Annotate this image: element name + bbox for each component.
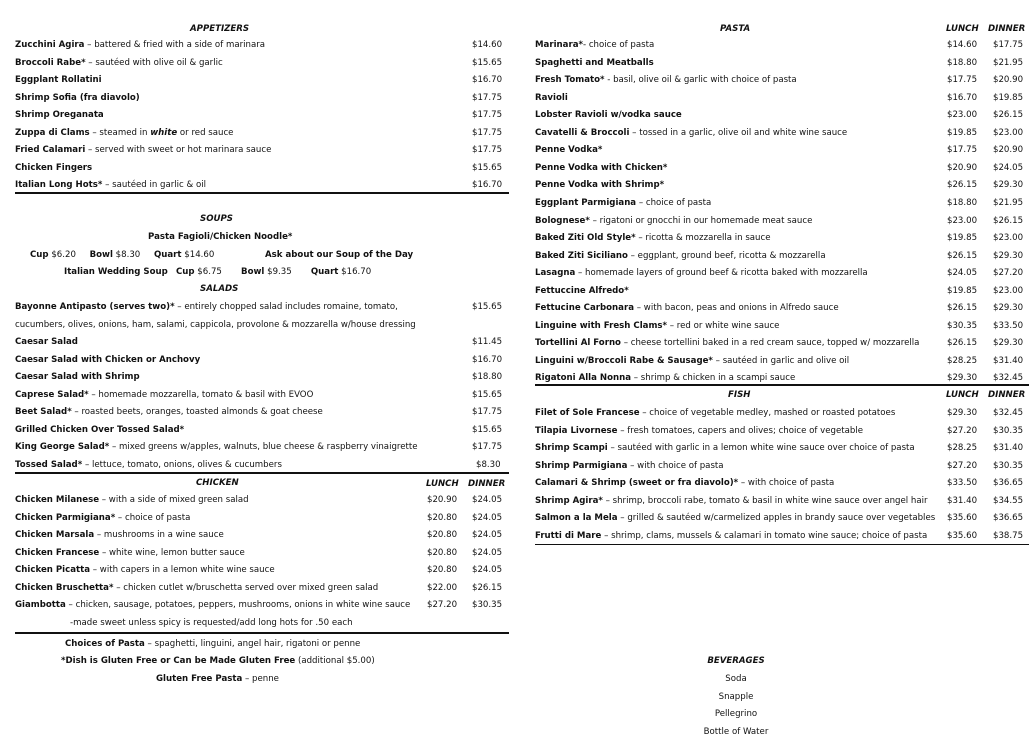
- lunch-price: $26.15: [947, 338, 978, 349]
- menu-item-name: [535, 407, 895, 419]
- chicken-note: -made sweet unless spicy is requested/add long hots for .50 each: [70, 618, 353, 628]
- menu-item-name: [535, 144, 602, 156]
- soup-sizes: Cup $6.20 Bowl $8.30 Quart $14.60: [30, 250, 215, 260]
- item-description: – grilled & sautéed w/carmelized apples in brandy sauce over vegetables: [617, 513, 936, 523]
- lunch-price: $20.90: [427, 495, 458, 505]
- item-name: Tilapia Livornese: [535, 425, 618, 436]
- menu-item-name: [535, 302, 839, 314]
- menu-item-name: [15, 564, 275, 576]
- dinner-price: $23.00: [993, 233, 1024, 244]
- menu-item-name: [15, 512, 190, 524]
- lunch-price: $20.80: [427, 512, 458, 523]
- chicken-heading: CHICKEN: [196, 478, 239, 488]
- item-description: – with bacon, peas and onions in Alfredo sauce: [634, 303, 839, 314]
- lunch-price: $19.85: [947, 127, 978, 138]
- menu-item-name: [15, 127, 233, 139]
- menu-item-name: [535, 109, 682, 121]
- item-description: – shrimp & chicken in a scampi sauce: [631, 373, 796, 384]
- menu-item-name: [15, 582, 378, 594]
- dinner-price: $36.65: [993, 513, 1024, 523]
- dinner-label: DINNER: [468, 479, 506, 489]
- item-price: $16.70: [472, 180, 503, 190]
- item-description: – ricotta & mozzarella in sauce: [635, 233, 771, 244]
- lunch-price: $14.60: [947, 40, 978, 50]
- item-description: – tossed in a garlic, olive oil and white wine sauce: [629, 127, 848, 138]
- menu-item-name: [535, 250, 826, 262]
- item-name: Shrimp Agira*: [535, 495, 603, 506]
- lunch-price: $19.85: [947, 285, 978, 296]
- dinner-price: $30.35: [993, 425, 1024, 436]
- item-description: – battered & fried with a side of marinara: [84, 40, 266, 50]
- item-name: Giambotta: [15, 600, 66, 610]
- item-name: Spaghetti and Meatballs: [535, 57, 654, 68]
- item-name: Chicken Bruschetta*: [15, 582, 114, 593]
- lunch-price: $22.00: [427, 582, 458, 593]
- section-divider: [15, 192, 509, 194]
- lunch-price: $23.00: [947, 215, 978, 226]
- item-description: – mushrooms in a wine sauce: [94, 530, 224, 540]
- lunch-price: $33.50: [947, 478, 978, 488]
- item-name: Ravioli: [535, 92, 568, 103]
- item-name: Chicken Francese: [15, 547, 100, 558]
- item-description: – with a side of mixed green salad: [99, 495, 249, 505]
- dinner-price: $30.35: [993, 460, 1024, 471]
- item-description: – served with sweet or hot marinara sauce: [85, 145, 272, 155]
- dinner-label: DINNER: [988, 390, 1026, 400]
- lunch-label: LUNCH: [946, 390, 979, 400]
- soup-name: Pasta Fagioli/Chicken Noodle*: [148, 232, 293, 242]
- item-description: – with capers in a lemon white wine sauce: [90, 565, 275, 575]
- item-description: – lettuce, tomato, onions, olives & cucumbers: [82, 459, 282, 470]
- item-description: - choice of pasta: [582, 40, 655, 50]
- item-name: Salmon a la Mela: [535, 513, 618, 523]
- dinner-price: $24.05: [472, 547, 503, 558]
- item-name: Eggplant Rollatini: [15, 75, 102, 85]
- menu-item-name: [535, 495, 928, 507]
- menu-item-name: [535, 267, 868, 279]
- appetizers-heading: APPETIZERS: [190, 24, 250, 34]
- item-price: $17.75: [472, 110, 503, 120]
- item-name: Linguini w/Broccoli Rabe & Sausage*: [535, 355, 713, 366]
- menu-item-name: [15, 109, 104, 121]
- lunch-price: $18.80: [947, 197, 978, 208]
- pasta-heading: PASTA: [720, 24, 751, 34]
- dinner-price: $24.05: [472, 565, 503, 575]
- menu-item-name: [535, 425, 863, 437]
- lunch-price: $35.60: [947, 530, 978, 541]
- item-price: $15.65: [472, 389, 503, 400]
- menu-item-name: [15, 599, 410, 611]
- lunch-price: $26.15: [947, 250, 978, 261]
- item-description: – roasted beets, oranges, toasted almonds & goat cheese: [71, 407, 323, 417]
- dinner-price: $23.00: [993, 127, 1024, 138]
- item-price: $15.65: [472, 162, 503, 173]
- salad-antipasto: [15, 301, 398, 313]
- item-name: Bolognese*: [535, 215, 590, 226]
- beverage-item: Pellegrino: [714, 709, 758, 719]
- gluten-free-note: *Dish is Gluten Free or Can be Made Gluten Free (additional $5.00): [61, 656, 375, 666]
- menu-item-name: [535, 530, 927, 542]
- menu-item-name: [15, 92, 140, 104]
- item-name: Penne Vodka with Shrimp*: [535, 180, 665, 191]
- item-name: Fettucine Carbonara: [535, 303, 635, 314]
- menu-item-name: [15, 547, 245, 559]
- item-description: – cheese tortellini baked in a red cream sauce, topped w/ mozzarella: [620, 338, 920, 349]
- lunch-price: $27.20: [427, 600, 458, 610]
- dinner-price: $20.90: [993, 75, 1024, 86]
- menu-item-name: [535, 179, 664, 191]
- menu-item-name: [15, 39, 265, 51]
- item-name: Marinara*: [535, 40, 583, 50]
- dinner-price: $19.85: [993, 92, 1024, 103]
- section-divider: [535, 544, 1029, 545]
- dinner-price: $23.00: [993, 285, 1024, 296]
- item-name: Chicken Milanese: [15, 495, 100, 505]
- menu-item-name: [15, 162, 92, 174]
- item-description: – sautéed with olive oil & garlic: [85, 57, 223, 68]
- item-price: $17.75: [472, 127, 503, 138]
- menu-item-name: [15, 354, 200, 366]
- dinner-price: $32.45: [993, 408, 1024, 418]
- item-description: – choice of pasta: [115, 512, 191, 523]
- item-description: – with choice of pasta: [627, 460, 724, 471]
- lunch-price: $24.05: [947, 268, 978, 279]
- item-name: Chicken Fingers: [15, 162, 93, 173]
- dinner-price: $24.05: [472, 495, 503, 505]
- soup-bowl-price: $8.30: [115, 250, 141, 260]
- item-name: Fettuccine Alfredo*: [535, 285, 629, 296]
- item-description: – shrimp, clams, mussels & calamari in tomato wine sauce; choice of pasta: [601, 530, 928, 541]
- item-name: Calamari & Shrimp (sweet or fra diavolo)*: [535, 478, 739, 488]
- item-description: or red sauce: [177, 127, 234, 138]
- lunch-label: LUNCH: [946, 24, 979, 34]
- dinner-price: $17.75: [993, 40, 1024, 50]
- item-price: $15.65: [472, 424, 503, 435]
- item-name: Italian Long Hots*: [15, 180, 103, 190]
- soup-of-the-day: Ask about our Soup of the Day: [265, 250, 414, 260]
- soups-heading: SOUPS: [200, 214, 233, 224]
- menu-item-name: [535, 285, 629, 297]
- item-name: Eggplant Parmigiana: [535, 197, 637, 208]
- item-name: Shrimp Sofia (fra diavolo): [15, 92, 140, 103]
- item-name: Fried Calamari: [15, 145, 86, 155]
- dinner-price: $32.45: [993, 373, 1024, 384]
- menu-item-name: [535, 337, 919, 349]
- item-description: – red or white wine sauce: [667, 320, 780, 331]
- gluten-free-pasta: Gluten Free Pasta – penne: [156, 674, 279, 684]
- item-description: – eggplant, ground beef, ricotta & mozzarella: [627, 250, 826, 261]
- lunch-price: $26.15: [947, 180, 978, 191]
- section-divider: [535, 384, 1029, 386]
- dinner-price: $36.65: [993, 478, 1024, 488]
- menu-item-name: [15, 459, 282, 471]
- item-description: – entirely chopped salad includes romaine, tomato,: [174, 302, 398, 312]
- item-name: Baked Ziti Old Style*: [535, 233, 636, 244]
- lunch-label: LUNCH: [426, 479, 459, 489]
- item-name: Shrimp Oreganata: [15, 110, 104, 120]
- menu-item-name: [535, 512, 935, 524]
- lunch-price: $28.25: [947, 443, 978, 453]
- lunch-price: $23.00: [947, 110, 978, 121]
- lunch-price: $20.90: [947, 162, 978, 173]
- item-name: Tortellini Al Forno: [535, 338, 621, 349]
- salads-heading: SALADS: [200, 284, 239, 294]
- menu-item-name: [535, 355, 849, 367]
- dinner-price: $29.30: [993, 250, 1024, 261]
- dinner-price: $31.40: [993, 443, 1024, 453]
- menu-item-name: [535, 320, 779, 332]
- item-name: Chicken Picatta: [15, 565, 91, 575]
- lunch-price: $30.35: [947, 320, 978, 331]
- menu-item-name: [15, 179, 206, 191]
- menu-item-name: [535, 39, 654, 51]
- item-name: Frutti di Mare: [535, 530, 602, 541]
- item-price: $17.75: [472, 407, 503, 417]
- item-name: Zucchini Agira: [15, 40, 85, 50]
- soup-title: [148, 231, 292, 243]
- menu-item-name: [535, 460, 724, 472]
- item-name: Shrimp Scampi: [535, 443, 608, 453]
- item-name: Beet Salad*: [15, 407, 72, 417]
- item-name: Grilled Chicken Over Tossed Salad*: [15, 424, 185, 435]
- lunch-price: $20.80: [427, 565, 458, 575]
- item-name: Baked Ziti Siciliano: [535, 250, 628, 261]
- dinner-price: $24.05: [993, 162, 1024, 173]
- menu-item-name: [15, 74, 102, 86]
- item-price: $17.75: [472, 92, 503, 103]
- dinner-price: $24.05: [472, 512, 503, 523]
- dinner-price: $26.15: [993, 215, 1024, 226]
- lunch-price: $18.80: [947, 57, 978, 68]
- item-description: – with choice of pasta: [738, 478, 835, 488]
- beverage-item: Bottle of Water: [703, 726, 769, 737]
- item-name: Linguine with Fresh Clams*: [535, 320, 668, 331]
- menu-item-name: [535, 232, 771, 244]
- menu-item-name: [15, 424, 184, 436]
- item-emphasis: white: [150, 127, 178, 138]
- dinner-price: $26.15: [472, 582, 503, 593]
- item-price: $11.45: [472, 337, 503, 347]
- lunch-price: $19.85: [947, 233, 978, 244]
- menu-item-name: [15, 57, 223, 69]
- item-name: Filet of Sole Francese: [535, 408, 640, 418]
- lunch-price: $29.30: [947, 373, 978, 384]
- dinner-price: $27.20: [993, 268, 1024, 279]
- item-name: Lasagna: [535, 268, 576, 279]
- item-price: $16.70: [472, 75, 503, 85]
- wedding-soup: Italian Wedding Soup Cup $6.75 Bowl $9.35 Quart $16.70: [64, 267, 372, 277]
- pasta-choices: Choices of Pasta – spaghetti, linguini, angel hair, rigatoni or penne: [65, 639, 361, 649]
- item-name: Shrimp Parmigiana: [535, 460, 628, 471]
- menu-item-name: [535, 372, 795, 384]
- item-description: – chicken cutlet w/bruschetta served over mixed green salad: [113, 582, 379, 593]
- lunch-price: $26.15: [947, 303, 978, 314]
- item-name: Caesar Salad with Shrimp: [15, 372, 140, 382]
- dinner-price: $21.95: [993, 57, 1024, 68]
- item-description: – homemade layers of ground beef & ricotta baked with mozzarella: [575, 268, 868, 279]
- menu-item-name: [15, 144, 271, 156]
- item-description: – sautéed in garlic & oil: [102, 180, 206, 190]
- dinner-price: $29.30: [993, 338, 1024, 349]
- item-name: Bayonne Antipasto (serves two)*: [15, 302, 175, 312]
- menu-item-name: [535, 92, 568, 104]
- item-name: Tossed Salad*: [15, 459, 83, 470]
- item-description: cucumbers, olives, onions, ham, salami, cappicola, provolone & mozzarella w/house dressing: [15, 319, 416, 330]
- item-name: Chicken Parmigiana*: [15, 512, 116, 523]
- menu-item-name: [535, 127, 847, 139]
- item-description: – chicken, sausage, potatoes, peppers, mushrooms, onions in white wine sauce: [65, 600, 411, 610]
- item-price: $17.75: [472, 442, 503, 452]
- lunch-price: $31.40: [947, 495, 978, 506]
- dinner-price: $26.15: [993, 110, 1024, 121]
- item-name: Chicken Marsala: [15, 530, 95, 540]
- dinner-price: $24.05: [472, 530, 503, 540]
- item-description: – sautéed in garlic and olive oil: [712, 355, 850, 366]
- item-price: $8.30: [476, 459, 501, 470]
- menu-item-name: [535, 215, 812, 227]
- menu-item-name: [535, 57, 654, 69]
- item-name: Caesar Salad with Chicken or Anchovy: [15, 354, 201, 365]
- item-name: Penne Vodka with Chicken*: [535, 162, 668, 173]
- item-description: – white wine, lemon butter sauce: [99, 547, 245, 558]
- lunch-price: $20.80: [427, 547, 458, 558]
- dinner-price: $21.95: [993, 197, 1024, 208]
- dinner-price: $33.50: [993, 320, 1024, 331]
- menu-item-name: [535, 162, 667, 174]
- item-price: $14.60: [472, 40, 503, 50]
- menu-item-name: [15, 336, 78, 348]
- item-description: – sautéed with garlic in a lemon white wine sauce over choice of pasta: [607, 443, 915, 453]
- item-name: Broccoli Rabe*: [15, 57, 86, 68]
- lunch-price: $17.75: [947, 145, 978, 156]
- dinner-price: $38.75: [993, 530, 1024, 541]
- soup-cup-price: $6.20: [51, 250, 76, 260]
- menu-item-name: [535, 442, 915, 454]
- dinner-price: $31.40: [993, 355, 1024, 366]
- section-divider: [15, 472, 509, 474]
- menu-item-name: [15, 529, 224, 541]
- item-description: - basil, olive oil & garlic with choice of pasta: [604, 75, 797, 86]
- item-description: – fresh tomatoes, capers and olives; choice of vegetable: [617, 425, 864, 436]
- lunch-price: $35.60: [947, 513, 978, 523]
- item-name: King George Salad*: [15, 442, 110, 452]
- item-description: – rigatoni or gnocchi in our homemade meat sauce: [589, 215, 813, 226]
- lunch-price: $28.25: [947, 355, 978, 366]
- item-price: $18.80: [472, 372, 503, 382]
- item-description: – choice of pasta: [636, 197, 712, 208]
- item-description: – shrimp, broccoli rabe, tomato & basil in white wine sauce over angel hair: [602, 495, 928, 506]
- lunch-price: $29.30: [947, 408, 978, 418]
- menu-item-name: [535, 197, 711, 209]
- dinner-price: $29.30: [993, 303, 1024, 314]
- item-price: $15.65: [472, 57, 503, 68]
- fish-heading: FISH: [728, 390, 751, 400]
- item-name: Penne Vodka*: [535, 145, 603, 156]
- item-description: – choice of vegetable medley, mashed or roasted potatoes: [639, 408, 896, 418]
- item-name: Caprese Salad*: [15, 389, 89, 400]
- item-price: $15.65: [472, 302, 503, 312]
- item-name: Caesar Salad: [15, 337, 78, 347]
- section-divider: [15, 632, 509, 634]
- menu-item-name: [15, 406, 323, 418]
- item-price: $16.70: [472, 354, 503, 365]
- item-name: Cavatelli & Broccoli: [535, 127, 630, 138]
- lunch-price: $16.70: [947, 92, 978, 103]
- item-name: Fresh Tomato*: [535, 75, 605, 86]
- lunch-price: $27.20: [947, 460, 978, 471]
- lunch-price: $20.80: [427, 530, 458, 540]
- menu-item-name: [15, 389, 313, 401]
- dinner-price: $20.90: [993, 145, 1024, 156]
- item-description: – steamed in: [89, 127, 151, 138]
- item-price: $17.75: [472, 145, 503, 155]
- menu-item-name: [535, 477, 834, 489]
- soup-quart-price: $14.60: [184, 250, 215, 260]
- menu-item-name: [15, 371, 140, 383]
- menu-item-name: [535, 74, 797, 86]
- item-name: Lobster Ravioli w/vodka sauce: [535, 110, 682, 121]
- dinner-price: $30.35: [472, 600, 503, 610]
- lunch-price: $17.75: [947, 75, 978, 86]
- dinner-price: $29.30: [993, 180, 1024, 191]
- dinner-price: $34.55: [993, 495, 1024, 506]
- item-description: – mixed greens w/apples, walnuts, blue cheese & raspberry vinaigrette: [109, 442, 418, 452]
- item-description: – homemade mozzarella, tomato & basil with EVOO: [88, 389, 314, 400]
- item-name: Rigatoni Alla Nonna: [535, 373, 632, 384]
- lunch-price: $27.20: [947, 425, 978, 436]
- item-name: Zuppa di Clams: [15, 127, 90, 138]
- beverage-item: Snapple: [718, 691, 754, 702]
- beverages-heading: BEVERAGES: [707, 656, 765, 666]
- beverage-item: Soda: [725, 674, 747, 684]
- dinner-label: DINNER: [988, 24, 1026, 34]
- menu-item-name: [15, 494, 249, 506]
- menu-item-name: [15, 441, 418, 453]
